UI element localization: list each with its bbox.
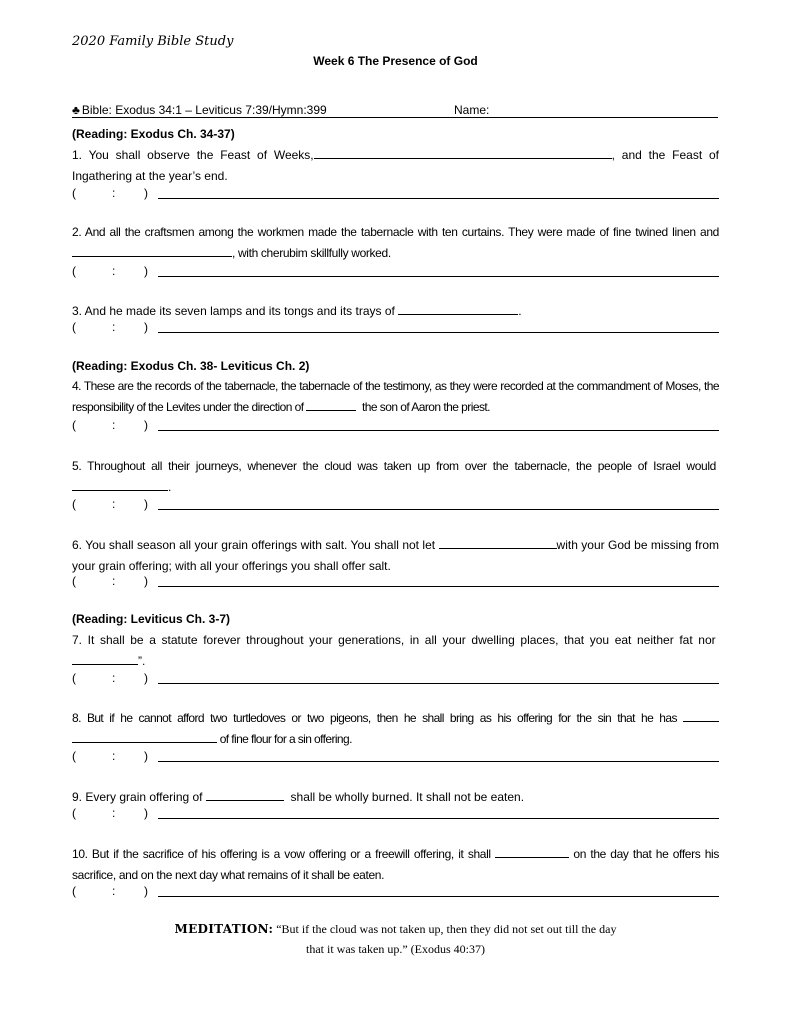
fill-blank[interactable] xyxy=(495,846,569,858)
meditation-label: MEDITATION: xyxy=(174,922,274,936)
answer-rule xyxy=(158,586,719,587)
answer-line[interactable]: ( : ) xyxy=(72,574,719,588)
answer-rule xyxy=(158,332,719,333)
fill-blank[interactable] xyxy=(306,399,356,411)
page-header: 2020 Family Bible Study xyxy=(72,34,234,49)
question-6: 6. You shall season all your grain offerings with salt. You shall not let with your God be missing from your grain offering; with all your offerings you shall offer salt. xyxy=(72,538,720,573)
fill-blank[interactable] xyxy=(206,789,284,801)
fill-blank[interactable] xyxy=(72,731,217,743)
answer-line[interactable]: ( : ) xyxy=(72,320,719,334)
answer-rule xyxy=(158,896,719,897)
section-heading: (Reading: Exodus Ch. 38- Leviticus Ch. 2) xyxy=(72,359,310,373)
fill-blank[interactable] xyxy=(314,147,612,159)
section-heading: (Reading: Leviticus Ch. 3-7) xyxy=(72,612,231,626)
answer-line[interactable]: ( : ) xyxy=(72,806,719,820)
page-title: Week 6 The Presence of God xyxy=(313,54,478,68)
answer-rule xyxy=(158,761,719,762)
answer-line[interactable]: ( : ) xyxy=(72,497,719,511)
question-4: 4. These are the records of the tabernacle, the tabernacle of the testimony, as they were recorded at the commandment of Moses, the responsibility of the Levites under the direction of the son of Aaron the priest. xyxy=(72,379,719,414)
answer-line[interactable]: ( : ) xyxy=(72,671,719,685)
answer-rule xyxy=(158,509,719,510)
question-1: 1. You shall observe the Feast of Weeks, , and the Feast of Ingathering at the year’s end. xyxy=(72,148,719,183)
answer-line[interactable]: ( : ) xyxy=(72,749,719,763)
name-label: Name: xyxy=(454,103,490,117)
club-icon: ♣ xyxy=(72,103,80,117)
answer-line[interactable]: ( : ) xyxy=(72,186,719,200)
answer-rule xyxy=(158,276,719,277)
question-7: 7. It shall be a statute forever throughout your generations, in all your dwelling places, that you eat neither fat nor ”. xyxy=(72,633,716,668)
bible-line-text: Bible: Exodus 34:1 – Leviticus 7:39/Hymn:399 xyxy=(81,103,327,117)
answer-rule xyxy=(158,198,719,199)
header-rule xyxy=(72,117,718,118)
question-2: 2. And all the craftsmen among the workmen made the tabernacle with ten curtains. They were made of fine twined linen and, with cherubim skillfully worked. xyxy=(72,225,719,260)
question-8: 8. But if he cannot afford two turtledoves or two pigeons, then he shall bring as his offering for the sin that he has of fine flour for a sin offering. xyxy=(72,708,719,750)
section-heading: (Reading: Exodus Ch. 34-37) xyxy=(72,127,235,141)
fill-blank[interactable] xyxy=(72,479,168,491)
meditation-line-1: MEDITATION: “But if the cloud was not taken up, then they did not set out till the day xyxy=(174,922,617,936)
answer-rule xyxy=(158,818,719,819)
fill-blank[interactable] xyxy=(683,710,719,722)
fill-blank[interactable] xyxy=(72,653,138,665)
answer-line[interactable]: ( : ) xyxy=(72,264,719,278)
question-10: 10. But if the sacrifice of his offering is a vow offering or a freewill offering, it shall on the day that he offers his sacrifice, and on the next day what remains of it shall be eaten. xyxy=(72,847,720,882)
bible-line xyxy=(72,103,327,117)
meditation-line-2: that it was taken up.” (Exodus 40:37) xyxy=(306,942,485,956)
answer-line[interactable]: ( : ) xyxy=(72,884,719,898)
answer-rule xyxy=(158,430,719,431)
fill-blank[interactable] xyxy=(398,303,518,315)
question-3: 3. And he made its seven lamps and its tongs and its trays of . xyxy=(72,304,522,318)
question-5: 5. Throughout all their journeys, whenever the cloud was taken up from over the tabernacle, the people of Israel would . xyxy=(72,459,717,494)
answer-rule xyxy=(158,683,719,684)
fill-blank[interactable] xyxy=(72,245,232,257)
answer-line[interactable]: ( : ) xyxy=(72,418,719,432)
question-9: 9. Every grain offering of shall be wholly burned. It shall not be eaten. xyxy=(72,790,525,804)
fill-blank[interactable] xyxy=(439,537,557,549)
